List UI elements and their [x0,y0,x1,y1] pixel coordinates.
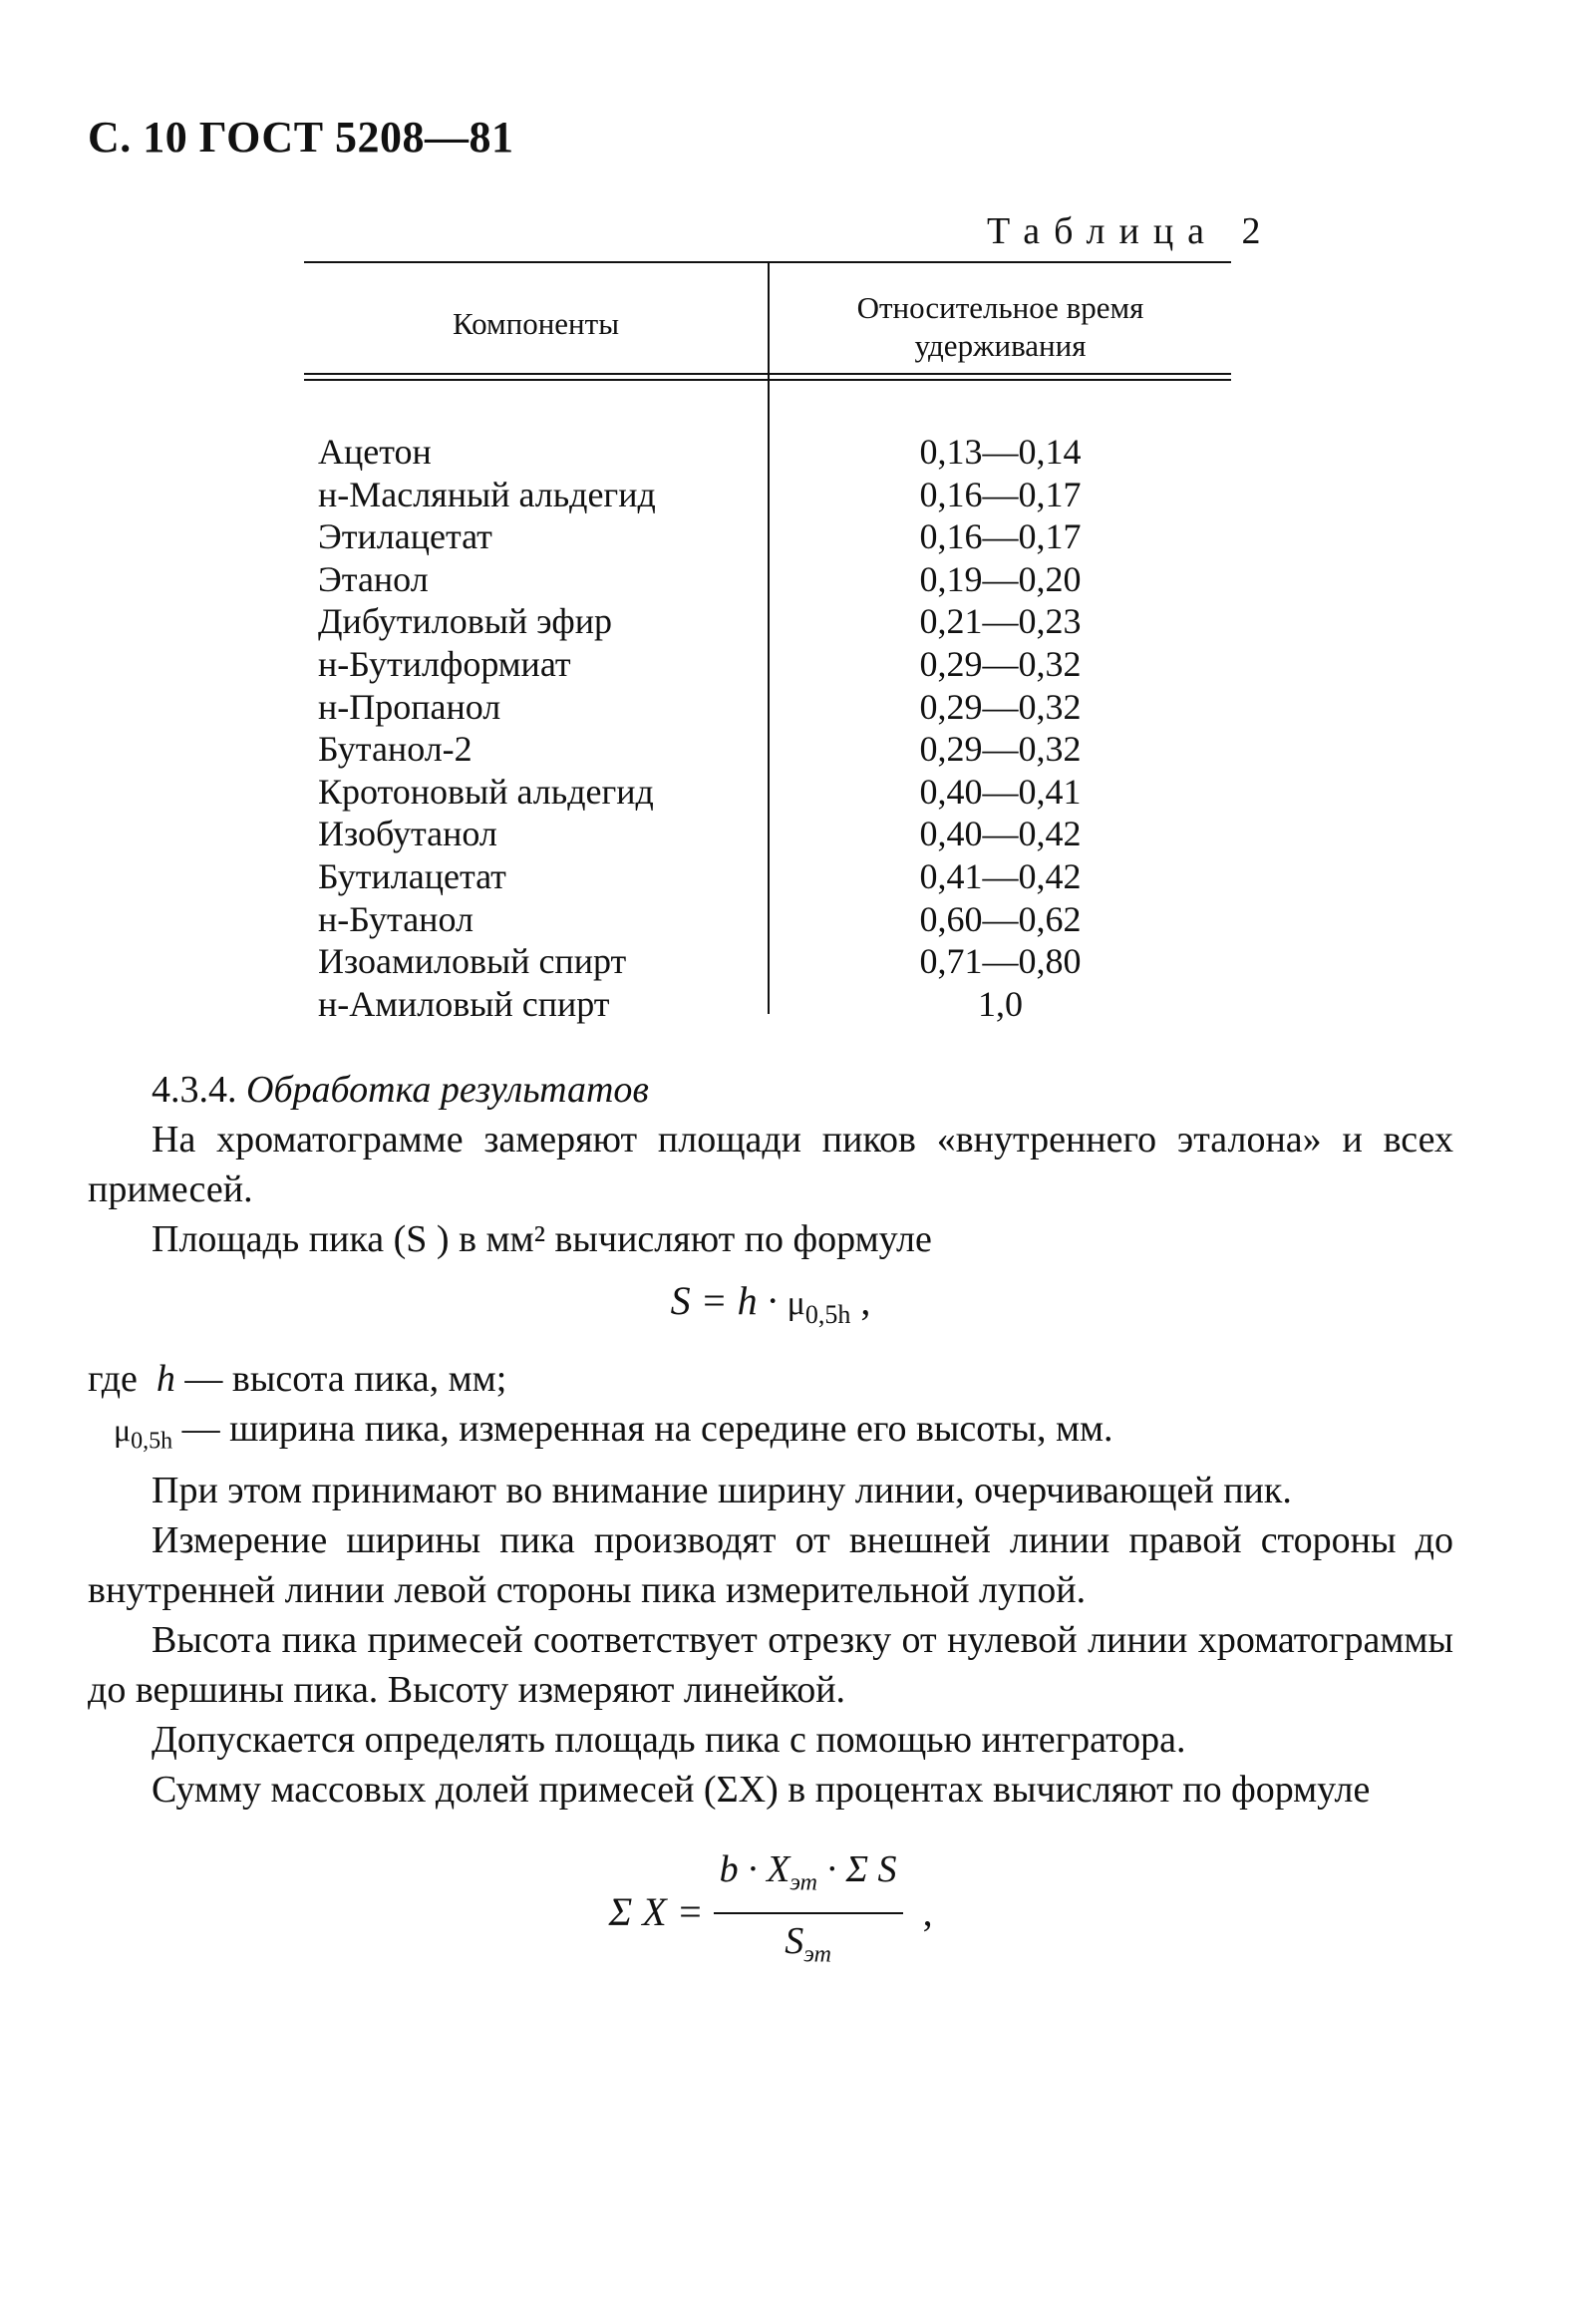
retention-value: 0,16—0,17 [919,474,1082,514]
definition-h-text: — высота пика, мм; [184,1358,507,1400]
formula-peak-area-tail: , [860,1278,871,1323]
page-header: С. 10 ГОСТ 5208—81 [88,113,514,162]
component-name: Этилацетат [318,516,492,557]
component-name: Бутилацетат [318,855,506,896]
table-row [304,643,1231,686]
retention-value: 0,71—0,80 [919,941,1082,982]
column-header-retention-line2: удерживания [914,328,1087,363]
formula-peak-area [88,1276,1453,1340]
retention-value: 0,29—0,32 [919,643,1082,684]
formula-sum-denominator [785,1914,831,1980]
table-row [304,813,1231,855]
table-row [304,898,1231,941]
table-row [304,771,1231,814]
table-row [304,855,1231,898]
definition-mu-symbol [114,1412,173,1455]
table-row [304,983,1231,1026]
section-number: 4.3.4. [152,1069,237,1111]
retention-value: 0,21—0,23 [919,601,1082,642]
column-header-retention-line1: Относительное время [856,290,1144,325]
retention-table [304,261,1231,1024]
component-name: Дибутиловый эфир [318,601,613,642]
formula-peak-area-sub: 0,5h [804,1300,851,1329]
formula-sum-den-sub: эт [803,1941,831,1968]
retention-value: 0,60—0,62 [919,898,1082,939]
paragraph-4: Измерение ширины пика производят от внешней линии правой стороны до внутренней линии левой стороны пика измерительной лупой. [88,1519,1453,1612]
component-name: Бутанол-2 [318,729,473,770]
formula-sum-num-sub: эт [790,1869,817,1896]
definition-mu-letter: μ [114,1412,132,1448]
paragraph-1: На хроматограмме замеряют площади пиков «внутреннего эталона» и всех примесей. [88,1119,1453,1210]
retention-value: 0,40—0,41 [919,771,1082,812]
component-name: Изобутанол [318,814,497,854]
retention-value: 0,13—0,14 [919,432,1082,472]
table-row [304,558,1231,601]
retention-value: 0,41—0,42 [919,855,1082,896]
component-name: н-Бутанол [318,898,474,939]
column-header-retention-time [770,289,1231,365]
formula-peak-area-lhs: S = h · [670,1278,778,1323]
table-row [304,600,1231,643]
formula-sum-impurities [88,1844,1453,1979]
retention-value: 0,40—0,42 [919,814,1082,854]
component-name: н-Бутилформиат [318,643,571,684]
table-row [304,728,1231,771]
table-row [304,686,1231,729]
table-row [304,431,1231,474]
definition-mu-sub: 0,5h [131,1428,173,1455]
component-name: Кротоновый альдегид [318,771,654,812]
formula-sum-num-b: · Σ S [826,1848,897,1891]
formula-peak-area-mu: μ [787,1285,805,1322]
column-header-components: Компоненты [452,306,620,341]
definition-h [88,1354,1453,1404]
component-name: Ацетон [318,432,432,472]
component-name: н-Пропанол [318,686,501,727]
table-body [304,431,1231,1025]
formula-sum-num-a: b · X [719,1848,790,1891]
retention-value: 0,29—0,32 [919,729,1082,770]
retention-value: 1,0 [978,983,1023,1024]
paragraph-5: Высота пика примесей соответствует отрезку от нулевой линии хроматограммы до вершины пика. Высоту измеряют линейкой. [88,1619,1453,1712]
table-header-rule-2 [304,379,1231,381]
component-name: н-Амиловый спирт [318,983,610,1024]
table-header-rule-1 [304,373,1231,375]
component-name: Изоамиловый спирт [318,941,627,982]
component-name: н-Масляный альдегид [318,474,656,514]
table-row [304,515,1231,558]
definition-where: где [88,1358,138,1400]
paragraph-7: Сумму массовых долей примесей (ΣX) в процентах вычисляют по формуле [152,1769,1371,1812]
definition-h-symbol: h [156,1358,175,1400]
formula-sum-lhs: Σ X = [608,1888,704,1934]
table-row [304,474,1231,516]
table-row [304,940,1231,983]
retention-value: 0,29—0,32 [919,686,1082,727]
table-caption: Таблица 2 [987,210,1275,252]
definition-mu-text: — ширина пика, измеренная на середине его высоты, мм. [181,1408,1113,1450]
retention-value: 0,16—0,17 [919,516,1082,557]
retention-value: 0,19—0,20 [919,558,1082,599]
section-heading [88,1065,1453,1115]
formula-sum-tail: , [922,1888,933,1934]
formula-sum-den-s: S [785,1919,804,1962]
paragraph-3: При этом принимают во внимание ширину линии, очерчивающей пик. [152,1470,1292,1512]
paragraph-2: Площадь пика (S ) в мм² вычисляют по формуле [152,1218,932,1260]
formula-sum-numerator [714,1844,903,1914]
paragraph-6: Допускается определять площадь пика с помощью интегратора. [152,1719,1186,1762]
component-name: Этанол [318,558,429,599]
formula-sum-fraction [714,1844,903,1979]
section-body [88,1065,1453,1980]
definition-mu [88,1404,1453,1466]
section-title: Обработка результатов [246,1069,649,1111]
